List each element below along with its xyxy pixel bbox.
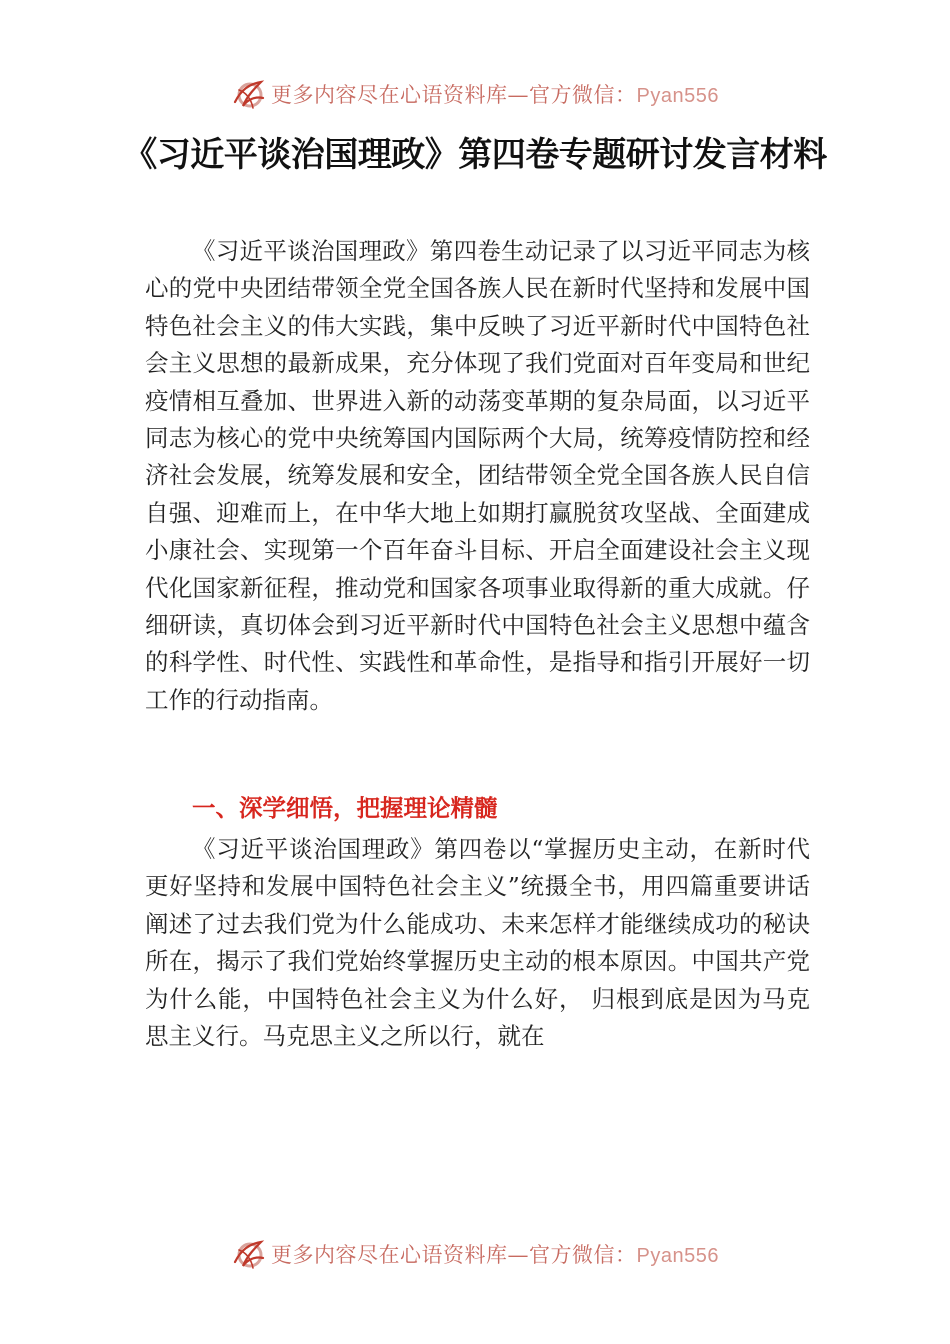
body-paragraph-1: 《习近平谈治国理政》第四卷生动记录了以习近平同志为核心的党中央团结带领全党全国各族人民在新时代坚持和发展中国特色社会主义的伟大实践，集中反映了习近平新时代中国特色社会主义思想的最新成果，充分体现了我们党面对百年变局和世纪疫情相互叠加、世界进入新的动荡变革期的复杂局面，以习近平同志为核心的党中央统筹国内国际两个大局，统筹疫情防控和经济社会发展，统筹发展和安全，团结带领全党全国各族人民自信自强、迎难而上，在中华大地上如期打赢脱贫攻坚战、全面建成小康社会、实现第一个百年奋斗目标、开启全面建设社会主义现代化国家新征程，推动党和国家各项事业取得新的重大成就。仔细研读，真切体会到习近平新时代中国特色社会主义思想中蕴含的科学性、时代性、实践性和革命性，是指导和指引开展好一切工作的行动指南。 — [145, 237, 810, 714]
header-banner — [0, 72, 950, 116]
signature-logo-icon — [231, 76, 267, 112]
document-title: 《习近平谈治国理政》第四卷专题研讨发言材料 — [123, 135, 827, 175]
body-paragraph-2: 《习近平谈治国理政》第四卷以“掌握历史主动，在新时代更好坚持和发展中国特色社会主义”统摄全书，用四篇重要讲话阐述了过去我们党为什么能成功、未来怎样才能继续成功的秘诀所在，揭示了我们党始终掌握历史主动的根本原因。中国共产党为什么能，中国特色社会主义为什么好， 归根到底是因为马克思主义行。马克思主义之所以行，就在 — [145, 835, 810, 1051]
banner-text: 更多内容尽在心语资料库—官方微信：Pyan556 — [271, 1243, 719, 1267]
signature-logo-icon — [231, 1236, 267, 1272]
wechat-id: Pyan556 — [636, 1245, 719, 1267]
section-heading: 一、深学细悟，把握理论精髓 — [192, 794, 498, 822]
footer-banner — [0, 1232, 950, 1276]
banner-text: 更多内容尽在心语资料库—官方微信：Pyan556 — [271, 83, 719, 107]
wechat-id: Pyan556 — [636, 85, 719, 107]
